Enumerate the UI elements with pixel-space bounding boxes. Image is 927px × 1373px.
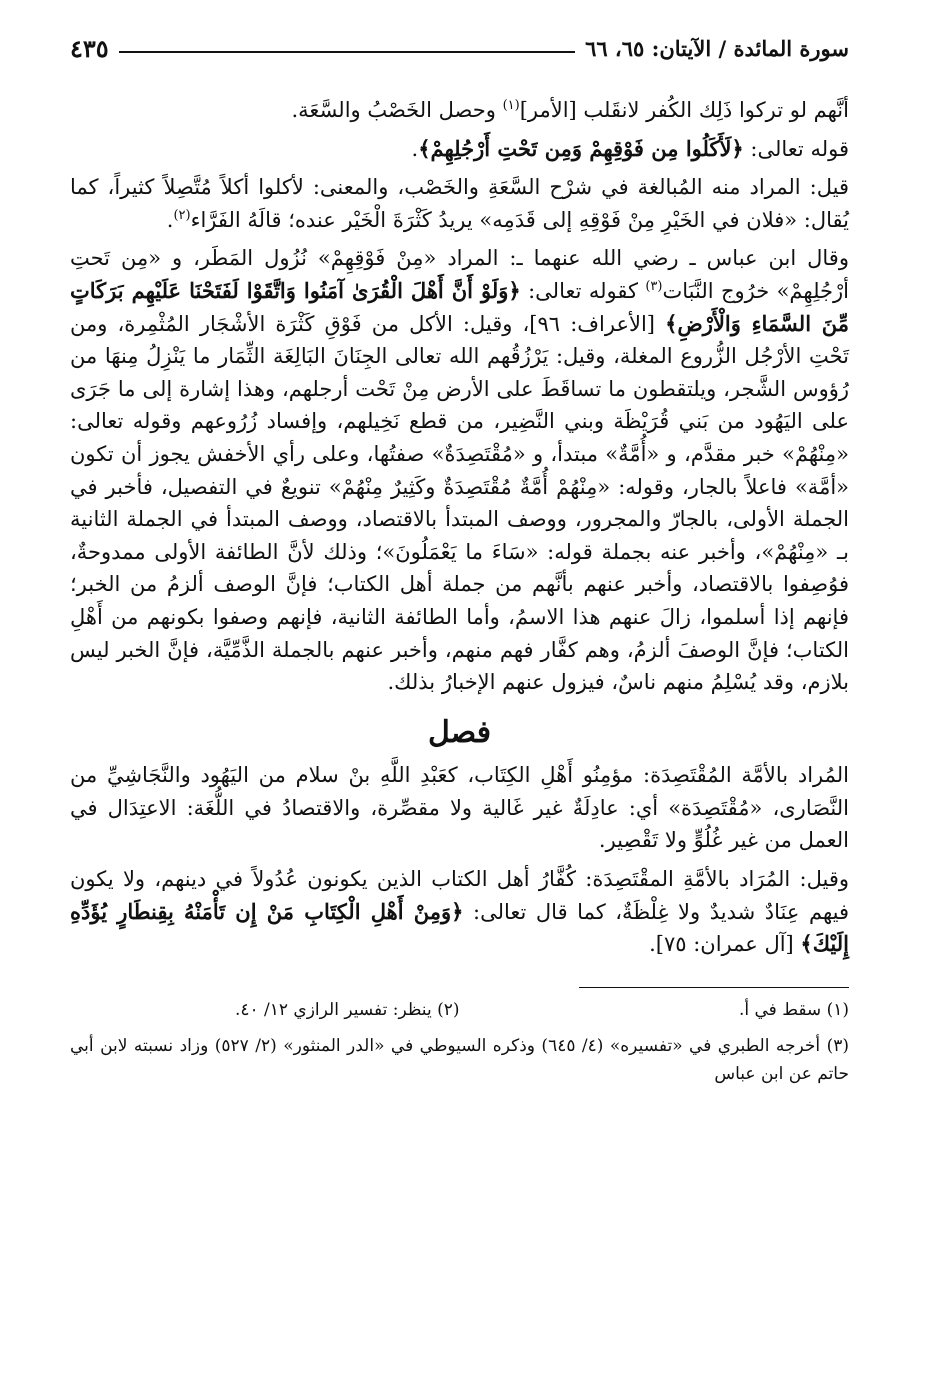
section-heading: فصل [427,714,492,750]
footnote-2: (٢) ينظر: تفسير الرازي ١٢/ ٤٠. [234,999,460,1020]
paragraph-4: وقال ابن عباس ـ رضي الله عنهما ـ: المراد «مِنْ فَوْقِهِمْ» نُزُول المَطَر، و «مِن تَحتِ أرْجُلِهِمْ» خرُوج النَّبَات$^{(٣)}$ كقوله تعالى: ﴿وَلَوْ أَنَّ أَهْلَ الْقُرَىٰ آمَنُوا وَاتَّقَوْا لَفَتَحْنَا عَلَيْهِم بَرَكَاتٍ مِّنَ السَّمَاءِ وَالْأَرْضِ﴾ [الأعراف: ٩٦]، وقيل: الأكل من فَوْقِ كَثْرَة الأشْجَار المُثْمِرة، ومن تَحْتِ الأرْجُل الزُّروع المغلة، وقيل: يَرْزُقُهم الله تعالى الجِنَانَ البَالِغَة الثِّمَار ما يَنْزِلُ مِنهَا من رُؤوس الشَّجر، ويلتقطون ما تساقَطَ على الأرض مِنْ تَحْت أرجلهم، وهذا إشارة إلى ما جَرَى على اليَهُود من بَني قُرَيْظَة وبني النَّضِير، من قطع نَخِيلهم، وإفساد زُرُوعهم وقوله تعالى: «مِنْهُمْ» خبر مقدَّم، و «أُمَّةٌ» مبتدأ، و «مُقْتَصِدَةٌ» صفتُها، وعلى رأي الأخفش يجوز أن تكون «أمَّة» فاعلاً بالجار، وقوله: «مِنْهُمْ أُمَّةٌ مُقْتَصِدَةٌ وكَثِيرٌ مِنْهُمْ» تنويعٌ في التفصيل، فأخبر في الجملة الأولى، بالجارّ والمجرور، ووصف المبتدأ بالاقتصاد، ووصف المبتدأ في الجملة الثانية بـ «مِنْهُمْ»، وأخبر عنه بجملة قوله: «سَاءَ ما يَعْمَلُونَ»؛ وذلك لأنَّ الطائفة الأولى ممدوحةٌ، فوُصِفوا بالاقتصاد، وأخبر عنهم بأنَّهم من جملة أهل الكتاب؛ فإنَّ الوصف ألزمُ من الخبر؛ فإنهم إذا أسلموا، زالَ عنهم هذا الاسمُ، وأما الطائفة الثانية، فإنهم وصفوا بكونهم من أَهْلِ الكتاب؛ فإنَّ الوصفَ ألزمُ، وهم كفَّار فهم منهم، وأخبر عنهم بالجملة الذَّمِّيَّة، فإنَّ الخبر ليس بلازم، وقد يُسْلِمُ منهم ناسٌ، فيزول عنهم الإخبارُ بذلك. [70,246,850,695]
paragraph-3: قيل: المراد منه المُبالغة في شرْح السَّعَةِ والخَصْب، والمعنى: لأكلوا أكلاً مُتَّصِلاً كثيراً، كما يُقال: «فلان في الخَيْرِ مِنْ فَوْقِهِ إلى قَدَمِه» يريدُ كَثْرَةَ الْخَيْر عنده؛ قالَهُ الفَرَّاء$^{(٢)}$. [70,175,849,232]
footnote-ref-1: (١) [502,98,520,113]
paragraph-2: قوله تعالى: ﴿لَأَكَلُوا مِن فَوْقِهِمْ وَمِن تَحْتِ أَرْجُلِهِمْ﴾. [411,135,849,161]
paragraph-6: وقيل: المُرَاد بالأمَّةِ المقْتَصِدَة: كُفَّارُ أهل الكتاب الذين يكونون عُدُولاً في دينهم، ولا يكون فيهم عِنَادٌ شديدٌ ولا غِلْظَةٌ، كما قال تعالى: ﴿وَمِنْ أَهْلِ الْكِتَابِ مَنْ إِن تَأْمَنْهُ بِقِنطَارٍ يُؤَدِّهِ إِلَيْكَ﴾ [آل عمران: ٧٥]. [70,867,849,957]
quran-verse: ﴿لَأَكَلُوا مِن فَوْقِهِمْ وَمِن تَحْتِ أَرْجُلِهِمْ﴾ [418,135,744,161]
main-text [70,94,849,961]
paragraph-5: المُراد بالأمَّة المُقْتَصِدَة: مؤمِنُو أَهْلِ الكِتَاب، كعَبْدِ اللَّهِ بنْ سلام من اليَهُود والنَّجَاشِيِّ من النَّصَارى، «مُقْتَصِدَة» أي: عادِلَةٌ غير غَالية ولا مقصِّرة، والاقتصادُ في اللُّغَة: الاعتِدَال في العمل من غير غُلُوٍّ ولا تَقْصِير. [70,763,849,853]
quran-verse: ﴿وَمِنْ أَهْلِ الْكِتَابِ مَنْ إِن تَأْمَنْهُ بِقِنطَارٍ يُؤَدِّهِ إِلَيْكَ﴾ [70,898,849,957]
footnote-1: (١) سقط في أ. [738,999,849,1020]
footnotes [70,996,849,1088]
paragraph-1: أنَّهم لو تركوا ذَلِك الكُفر لانقَلب [الأمر]$^{(١)}$ وحصل الخَصْبُ والسَّعَة. [291,98,849,122]
surah-title: سورة المائدة / الآيتان: ٦٥، ٦٦ [585,35,849,61]
footnote-ref-2: (٢) [173,207,191,223]
page-header [70,30,849,66]
footnote-3: (٣) أخرجه الطبري في «تفسيره» (٤/ ٦٤٥) وذكره السيوطي في «الدر المنثور» (٢/ ٥٢٧) وزاد نسبته لابن أبي حاتم عن ابن عباس [70,1035,849,1084]
header-rule [119,51,575,53]
page-number: ٤٣٥ [70,33,109,63]
footnote-divider [579,987,849,988]
quran-verse: ﴿وَلَوْ أَنَّ أَهْلَ الْقُرَىٰ آمَنُوا وَاتَّقَوْا لَفَتَحْنَا عَلَيْهِم بَرَكَاتٍ مِّنَ السَّمَاءِ وَالْأَرْضِ﴾ [70,277,850,336]
footnote-row [70,996,849,1024]
footnote-ref-3: (٣) [645,278,663,294]
